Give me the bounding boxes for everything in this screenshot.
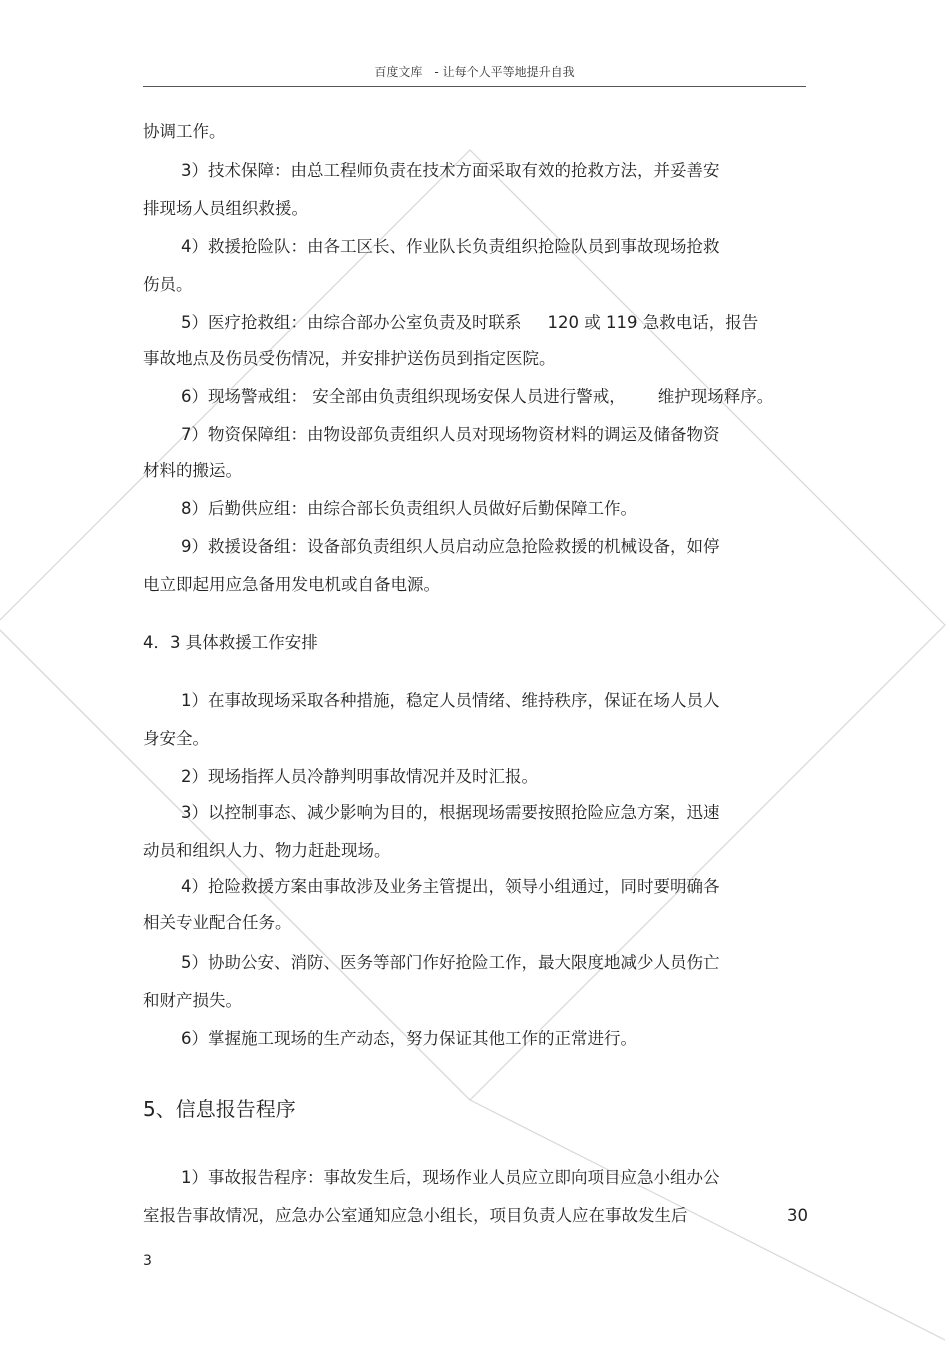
body-line: 2）现场指挥人员冷静判明事故情况并及时汇报。	[181, 767, 538, 786]
body-line: 5）协助公安、消防、医务等部门作好抢险工作，最大限度地减少人员伤亡	[181, 953, 720, 972]
body-line-part: 维护现场释序。	[657, 387, 774, 406]
body-line: 身安全。	[143, 729, 209, 748]
body-line: 事故地点及伤员受伤情况，并安排护送伤员到指定医院。	[143, 349, 556, 368]
body-line: 8）后勤供应组：由综合部长负责组织人员做好后勤保障工作。	[181, 499, 637, 518]
body-line-number: 30	[787, 1206, 808, 1225]
page-number: 3	[143, 1253, 152, 1269]
body-line: 6）掌握施工现场的生产动态，努力保证其他工作的正常进行。	[181, 1029, 637, 1048]
body-line: 材料的搬运。	[143, 461, 242, 480]
body-line: 3）技术保障：由总工程师负责在技术方面采取有效的抢救方法，并妥善安	[181, 161, 720, 180]
body-line	[181, 387, 773, 407]
body-line-part: 6）现场警戒组： 安全部由负责组织现场安保人员进行警戒，	[181, 387, 626, 406]
page-header: 百度文库 - 让每个人平等地提升自我	[143, 62, 806, 87]
section-heading: 5、信息报告程序	[143, 1097, 296, 1121]
body-line: 4）救援抢险队：由各工区长、作业队长负责组织抢险队员到事故现场抢救	[181, 237, 720, 256]
body-line: 相关专业配合任务。	[143, 913, 292, 932]
body-line: 9）救援设备组：设备部负责组织人员启动应急抢险救援的机械设备，如停	[181, 537, 720, 556]
body-line: 1）事故报告程序：事故发生后，现场作业人员应立即向项目应急小组办公	[181, 1168, 720, 1187]
body-line: 排现场人员组织救援。	[143, 199, 308, 218]
body-line: 室报告事故情况，应急办公室通知应急小组长，项目负责人应在事故发生后	[143, 1206, 688, 1225]
body-line: 伤员。	[143, 275, 193, 294]
body-line: 4）抢险救援方案由事故涉及业务主管提出，领导小组通过，同时要明确各	[181, 877, 720, 896]
body-line: 和财产损失。	[143, 991, 242, 1010]
body-line: 7）物资保障组：由物设部负责组织人员对现场物资材料的调运及储备物资	[181, 425, 720, 444]
section-subheading: 4．3 具体救援工作安排	[143, 633, 318, 652]
body-line: 协调工作。	[143, 122, 226, 141]
body-line-part: 5）医疗抢救组：由综合部办公室负责及时联系	[181, 313, 522, 332]
body-line-part: 120 或 119 急救电话，报告	[547, 313, 759, 332]
body-line	[181, 313, 758, 333]
body-line: 动员和组织人力、物力赶赴现场。	[143, 841, 391, 860]
body-line: 3）以控制事态、减少影响为目的，根据现场需要按照抢险应急方案，迅速	[181, 803, 720, 822]
body-line: 1）在事故现场采取各种措施，稳定人员情绪、维持秩序，保证在场人员人	[181, 691, 720, 710]
body-line: 电立即起用应急备用发电机或自备电源。	[143, 575, 440, 594]
